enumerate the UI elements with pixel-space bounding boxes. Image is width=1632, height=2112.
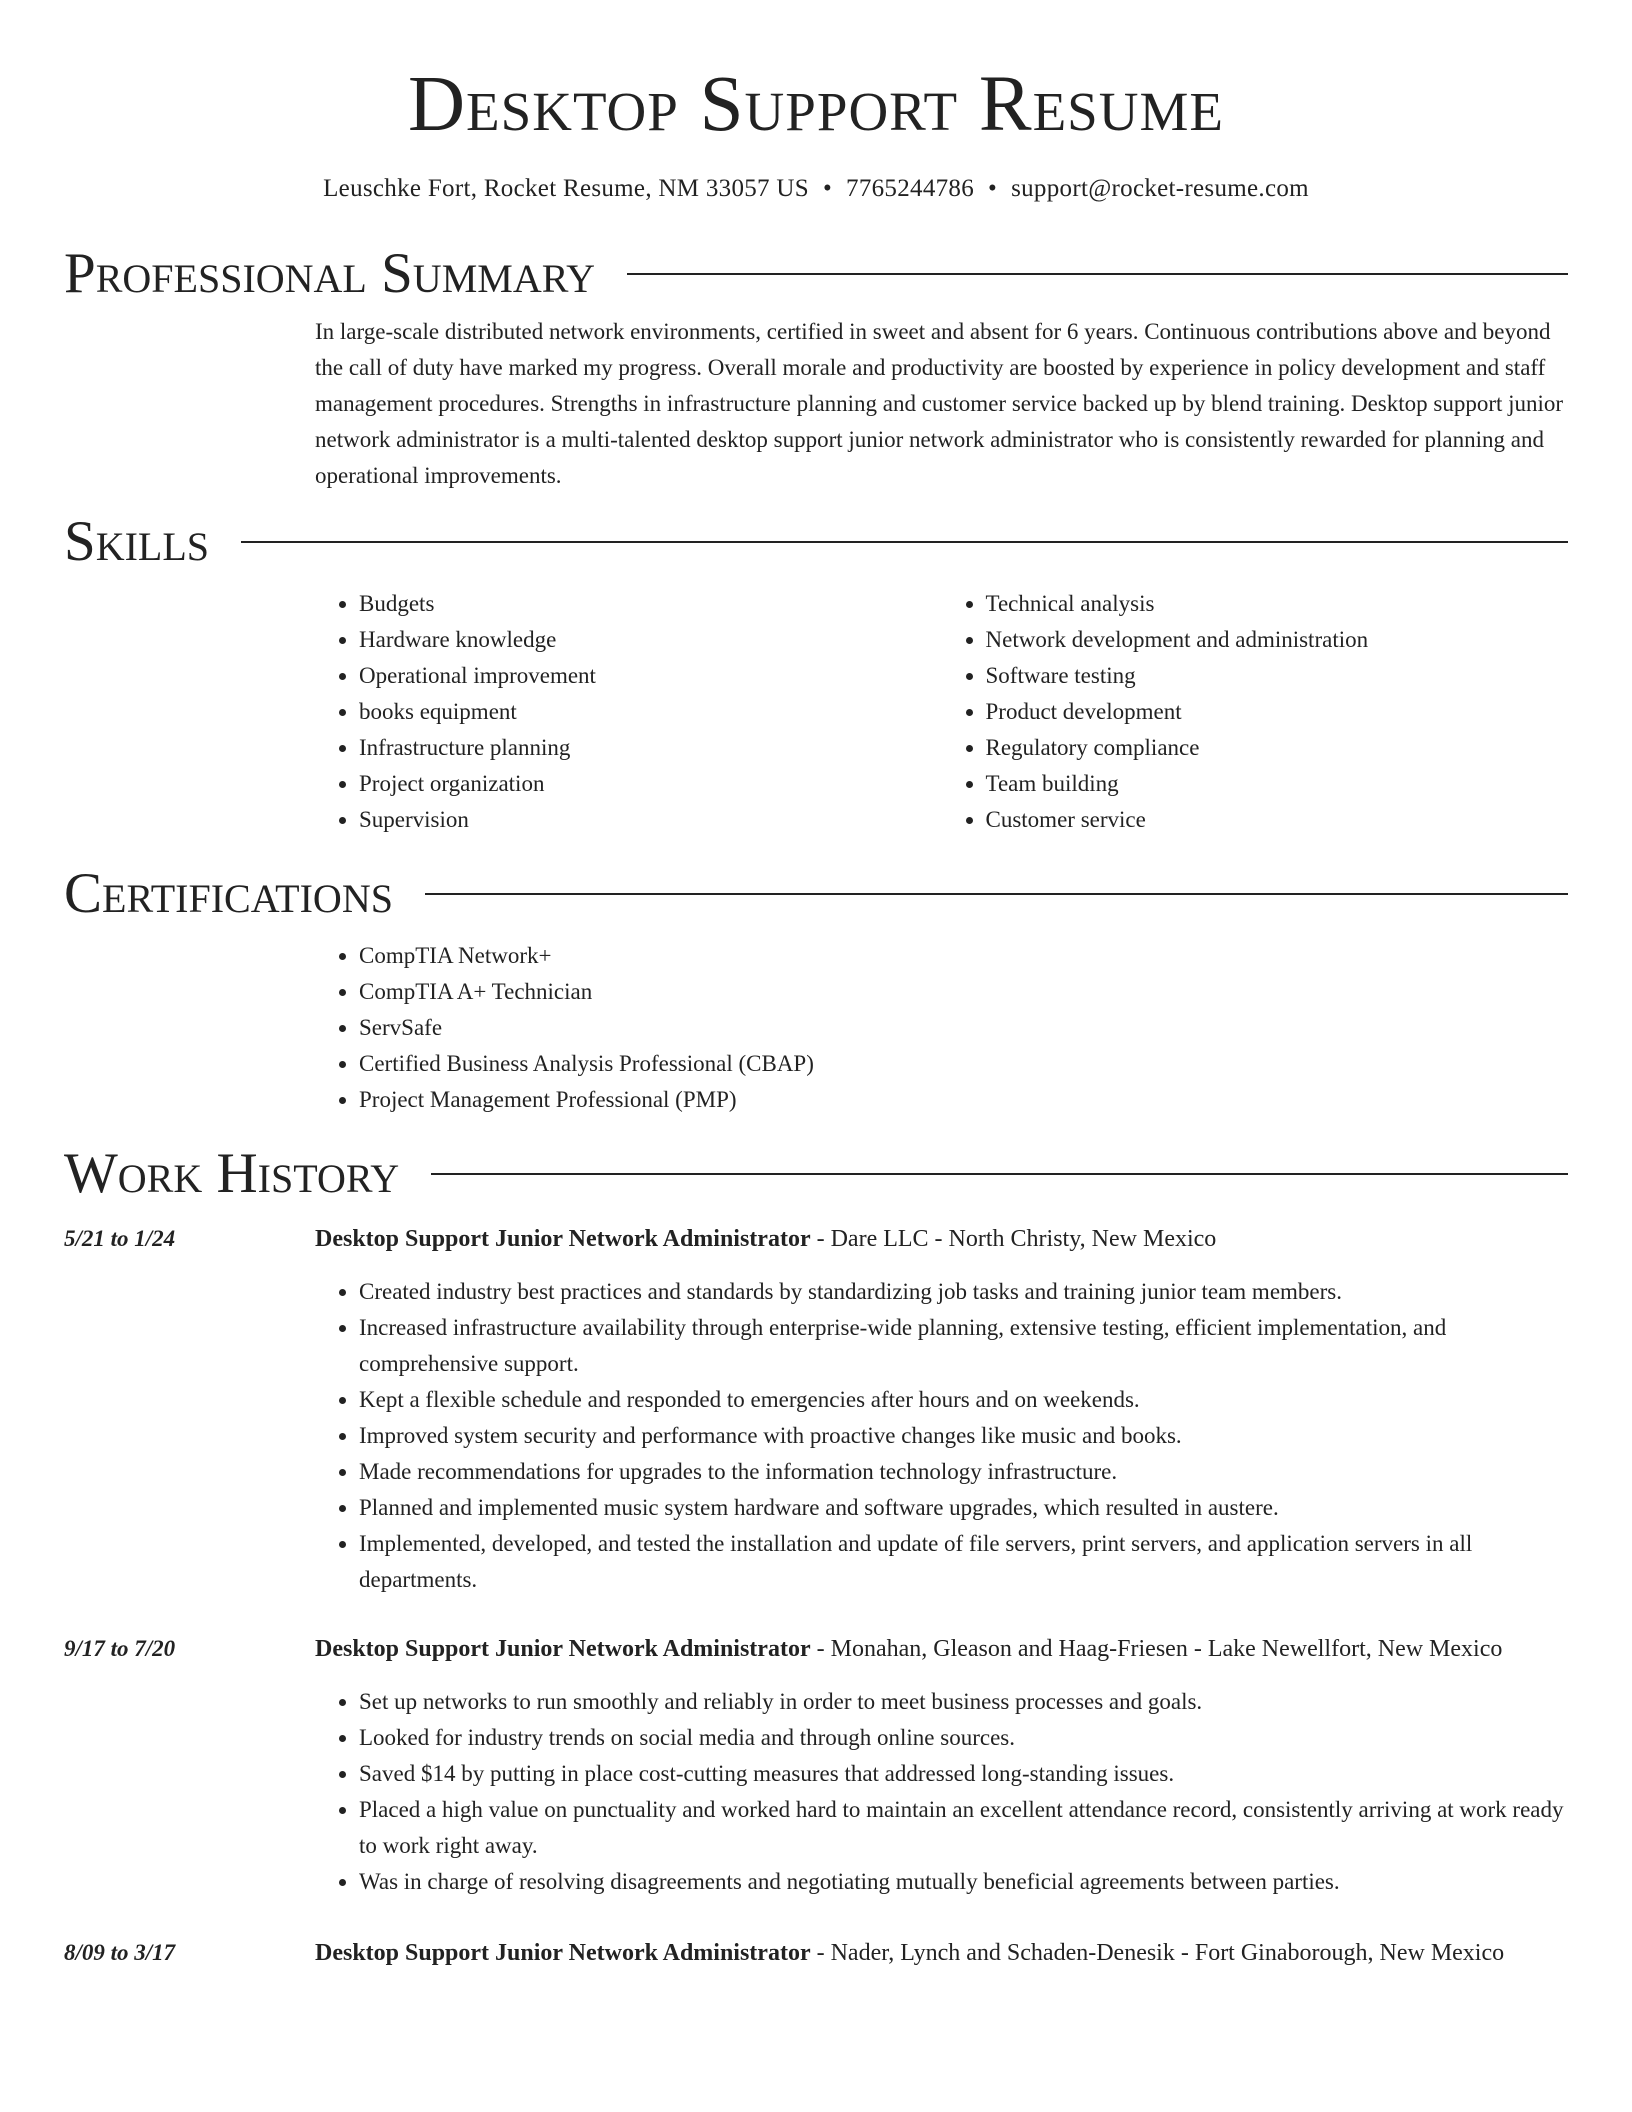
skill-item: • Hardware knowledge [359,622,942,658]
certifications-section-header [64,862,1568,926]
job-bullet: • Planned and implemented music system hardware and software upgrades, which resulted in austere. [359,1490,1568,1526]
summary-body [315,314,1568,494]
job-bullet: • Looked for industry trends on social media and through online sources. [359,1720,1568,1756]
job-bullet: • Placed a high value on punctuality and worked hard to maintain an excellent attendance record, consistently arriving at work ready to work right away. [359,1792,1568,1864]
skills-section-header [64,510,1568,574]
job-bullet: • Implemented, developed, and tested the installation and update of file servers, print servers, and application servers in all departments. [359,1526,1568,1598]
job-entry [64,1220,1568,1258]
job-heading [315,1220,1568,1258]
skill-item: • Customer service [986,802,1569,838]
job-bullet: • Improved system security and performance with proactive changes like music and books. [359,1418,1568,1454]
skills-column-right [942,586,1569,838]
section-divider [241,541,1568,543]
section-divider [431,1173,1568,1175]
job-entry [64,1934,1568,1972]
summary-section-header [64,242,1568,306]
job-bullet: • Created industry best practices and standards by standardizing job tasks and training junior team members. [359,1274,1568,1310]
skill-item: • Network development and administration [986,622,1569,658]
job-bullet: • Increased infrastructure availability through enterprise-wide planning, extensive testing, efficient implementation, and comprehensive support. [359,1310,1568,1382]
certification-item: • Project Management Professional (PMP) [359,1082,1568,1118]
skill-item: • Regulatory compliance [986,730,1569,766]
skill-item: • Infrastructure planning [359,730,942,766]
skills-column-left [315,586,942,838]
resume-page [64,0,1568,1972]
job-entry [64,1630,1568,1668]
job-title: Desktop Support Junior Network Administrator [315,1226,811,1252]
job-bullet: • Set up networks to run smoothly and reliably in order to meet business processes and goals. [359,1684,1568,1720]
contact-separator: • [988,175,998,202]
certification-item: • CompTIA A+ Technician [359,974,1568,1010]
job-employer-location: - Nader, Lynch and Schaden-Denesik - Fort Ginaborough, New Mexico [810,1940,1505,1966]
resume-name: Desktop Support Resume [408,61,1224,148]
skills-section-title: Skills [64,510,210,573]
contact-phone: 7765244786 [846,175,975,202]
job-bullet: • Was in charge of resolving disagreements and negotiating mutually beneficial agreements between parties. [359,1864,1568,1900]
skill-item: • Supervision [359,802,942,838]
contact-separator: • [822,175,833,202]
job-bullet: • Saved $14 by putting in place cost-cutting measures that addressed long-standing issues. [359,1756,1568,1792]
contact-address: Leuschke Fort, Rocket Resume, NM 33057 US [323,175,809,202]
job-title: Desktop Support Junior Network Administrator [315,1636,811,1662]
job-heading [315,1630,1568,1668]
skill-item: • Software testing [986,658,1569,694]
job-bullet: • Made recommendations for upgrades to the information technology infrastructure. [359,1454,1568,1490]
skill-item: • Project organization [359,766,942,802]
job-dates: 9/17 to 7/20 [64,1636,176,1661]
job-bullets [315,1274,1568,1598]
certification-item: • ServSafe [359,1010,1568,1046]
certification-item: • Certified Business Analysis Professional (CBAP) [359,1046,1568,1082]
section-divider [425,893,1568,895]
job-title: Desktop Support Junior Network Administrator [315,1940,811,1966]
skill-item: • Technical analysis [986,586,1569,622]
work-history-section-title: Work History [64,1142,400,1205]
job-bullets [315,1684,1568,1900]
skill-item: • books equipment [359,694,942,730]
job-dates: 8/09 to 3/17 [64,1940,176,1965]
job-bullet: • Kept a flexible schedule and responded to emergencies after hours and on weekends. [359,1382,1568,1418]
section-divider [627,273,1568,275]
skill-item: • Product development [986,694,1569,730]
job-heading [315,1934,1568,1972]
skill-item: • Operational improvement [359,658,942,694]
contact-line [64,172,1568,206]
skill-item: • Team building [986,766,1569,802]
skills-list [315,586,1568,838]
job-employer-location: - Dare LLC - North Christy, New Mexico [810,1226,1217,1252]
work-history-section-header [64,1142,1568,1206]
summary-section-title: Professional Summary [64,242,596,305]
job-employer-location: - Monahan, Gleason and Haag-Friesen - Lake Newellfort, New Mexico [810,1636,1503,1662]
certifications-list [315,938,1568,1118]
job-dates: 5/21 to 1/24 [64,1226,176,1251]
certifications-section-title: Certifications [64,862,393,925]
skill-item: • Budgets [359,586,942,622]
certification-item: • CompTIA Network+ [359,938,1568,974]
summary-text: In large-scale distributed network environments, certified in sweet and absent for 6 years. Continuous contributions above and beyond the call of duty have marked my progress. Overall morale and productivity are boosted by experience in policy development and staff management procedures. Strengths in infrastructure planning and customer service backed up by blend training. Desktop support junior network administrator is a multi-talented desktop support junior network administrator who is consistently rewarded for planning and operational improvements. [315,319,1564,488]
contact-email: support@rocket-resume.com [1011,175,1309,202]
